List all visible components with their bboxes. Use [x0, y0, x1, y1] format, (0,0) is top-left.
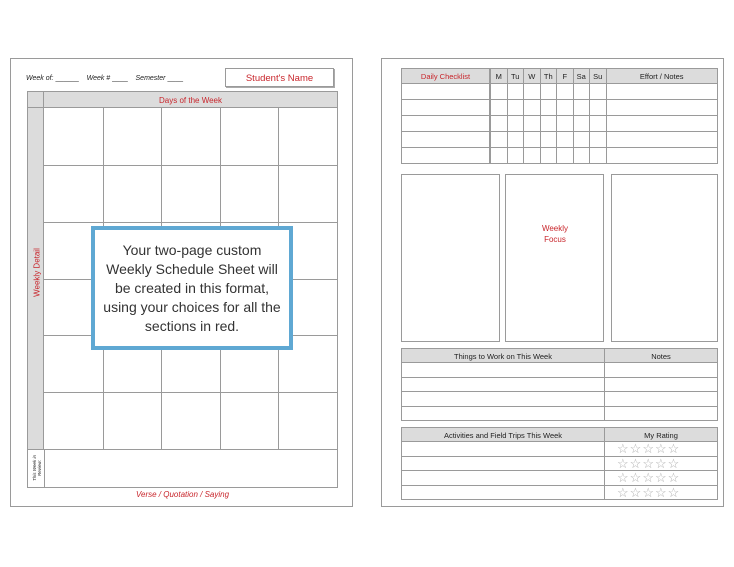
review-divider [44, 450, 45, 487]
checklist-cell [507, 147, 525, 164]
things-header: Things to Work on This Week [401, 348, 605, 363]
checklist-cell [523, 131, 541, 148]
checklist-cell [589, 147, 607, 164]
day-header-m: M [490, 68, 508, 84]
checklist-cell [556, 83, 574, 100]
checklist-row-notes [606, 147, 719, 164]
grid-row-line [44, 165, 337, 166]
table-row-left [401, 485, 605, 501]
star-icon: ☆ [617, 470, 630, 485]
weekly-focus-label: Weekly Focus [541, 224, 569, 244]
activities-table [401, 427, 718, 500]
star-rating-row [617, 441, 707, 456]
table-row-right [604, 456, 718, 472]
star-icon: ☆ [642, 441, 655, 456]
week-in-review-box [27, 449, 338, 488]
student-name-box [225, 68, 334, 87]
checklist-row-notes [606, 83, 719, 100]
header-line [26, 75, 183, 82]
weekly-detail-label: Weekly Detail [32, 248, 42, 297]
student-name: Student's Name [245, 73, 314, 84]
corner-cell [27, 91, 44, 108]
checklist-cell [523, 147, 541, 164]
table-row-left [401, 441, 605, 457]
star-icon: ☆ [642, 455, 655, 471]
checklist-row-notes [606, 99, 719, 116]
star-rating-row [617, 456, 707, 471]
grid-row-line [44, 392, 337, 393]
focus-box-right [611, 174, 718, 342]
focus-box-center [505, 174, 604, 342]
table-row-left [401, 377, 605, 393]
checklist-cell [507, 115, 525, 132]
star-icon: ☆ [667, 484, 681, 500]
day-header-su: Su [589, 68, 607, 84]
my-rating-header: My Rating [604, 427, 718, 442]
checklist-cell [589, 99, 607, 116]
checklist-cell [507, 99, 525, 116]
day-header-tu: Tu [507, 68, 525, 84]
star-icon: ☆ [654, 441, 668, 456]
table-row-left [401, 362, 605, 378]
star-rating-row [617, 470, 707, 485]
star-icon: ☆ [654, 455, 668, 471]
table-row-right [604, 485, 718, 501]
star-icon: ☆ [667, 470, 681, 485]
things-to-work-on-table [401, 348, 718, 421]
grid-row-line [44, 222, 337, 223]
star-icon: ☆ [642, 470, 655, 485]
checklist-cell [490, 115, 508, 132]
star-icon: ☆ [629, 470, 643, 485]
star-icon: ☆ [617, 455, 630, 471]
star-icon: ☆ [642, 484, 655, 500]
checklist-cell [573, 131, 591, 148]
week-number-blank: ____ [112, 75, 128, 82]
daily-checklist-table [401, 68, 718, 165]
weekly-detail-sidebar [27, 107, 44, 450]
week-number-label: Week # [86, 75, 111, 82]
checklist-cell [523, 83, 541, 100]
day-header-sa: Sa [573, 68, 591, 84]
checklist-cell [490, 99, 508, 116]
table-row-left [401, 470, 605, 486]
table-row-left [401, 456, 605, 472]
checklist-cell [507, 131, 525, 148]
checklist-cell [573, 115, 591, 132]
overlay-message: Your two-page custom Weekly Schedule Sheet will be created in this format, using your choices for all the sections in red. [103, 241, 281, 334]
semester-blank: ____ [167, 75, 184, 82]
star-icon: ☆ [629, 455, 643, 471]
table-row-right [604, 391, 718, 407]
checklist-cell [540, 83, 558, 100]
checklist-cell [490, 83, 508, 100]
checklist-cell [556, 99, 574, 116]
checklist-cell [589, 83, 607, 100]
table-row-right [604, 441, 718, 457]
checklist-cell [573, 147, 591, 164]
semester-label: Semester [135, 75, 166, 82]
checklist-cell [573, 83, 591, 100]
checklist-cell [540, 147, 558, 164]
checklist-cell [540, 131, 558, 148]
checklist-title-cell: Daily Checklist [401, 68, 490, 84]
days-header-label: Days of the Week [159, 96, 222, 105]
checklist-row-notes [606, 115, 719, 132]
star-icon: ☆ [654, 484, 668, 500]
checklist-cell [490, 147, 508, 164]
checklist-row-title [401, 115, 490, 132]
star-icon: ☆ [629, 484, 643, 500]
week-of-blank: ______ [55, 75, 79, 82]
checklist-row-title [401, 99, 490, 116]
star-icon: ☆ [617, 484, 630, 500]
week-in-review-label: This Week in Review: [32, 455, 42, 481]
overlay-message-box [91, 226, 293, 350]
table-row-right [604, 470, 718, 486]
checklist-cell [523, 99, 541, 116]
right-page [381, 58, 724, 507]
focus-box-left [401, 174, 500, 342]
checklist-cell [540, 99, 558, 116]
day-header-th: Th [540, 68, 558, 84]
checklist-cell [540, 115, 558, 132]
star-icon: ☆ [617, 441, 630, 456]
checklist-cell [556, 115, 574, 132]
table-row-right [604, 406, 718, 422]
checklist-row-title [401, 131, 490, 148]
day-header-w: W [523, 68, 541, 84]
table-row-left [401, 391, 605, 407]
checklist-cell [573, 99, 591, 116]
star-rating-row [617, 485, 707, 500]
day-header-f: F [556, 68, 574, 84]
table-row-right [604, 362, 718, 378]
checklist-cell [589, 115, 607, 132]
checklist-cell [556, 131, 574, 148]
checklist-cell [507, 83, 525, 100]
week-of-label: Week of: [26, 75, 54, 82]
checklist-cell [523, 115, 541, 132]
checklist-row-title [401, 83, 490, 100]
activities-header: Activities and Field Trips This Week [401, 427, 605, 442]
checklist-row-title [401, 147, 490, 164]
star-icon: ☆ [629, 441, 643, 456]
notes-header: Notes [604, 348, 718, 363]
effort-notes-header: Effort / Notes [606, 68, 719, 84]
table-row-left [401, 406, 605, 422]
star-icon: ☆ [654, 470, 668, 485]
checklist-cell [490, 131, 508, 148]
checklist-cell [556, 147, 574, 164]
checklist-cell [589, 131, 607, 148]
star-icon: ☆ [667, 455, 681, 471]
days-header [43, 91, 338, 108]
star-icon: ☆ [667, 441, 681, 456]
footer-quote: Verse / Quotation / Saying [135, 490, 230, 499]
table-row-right [604, 377, 718, 393]
checklist-row-notes [606, 131, 719, 148]
